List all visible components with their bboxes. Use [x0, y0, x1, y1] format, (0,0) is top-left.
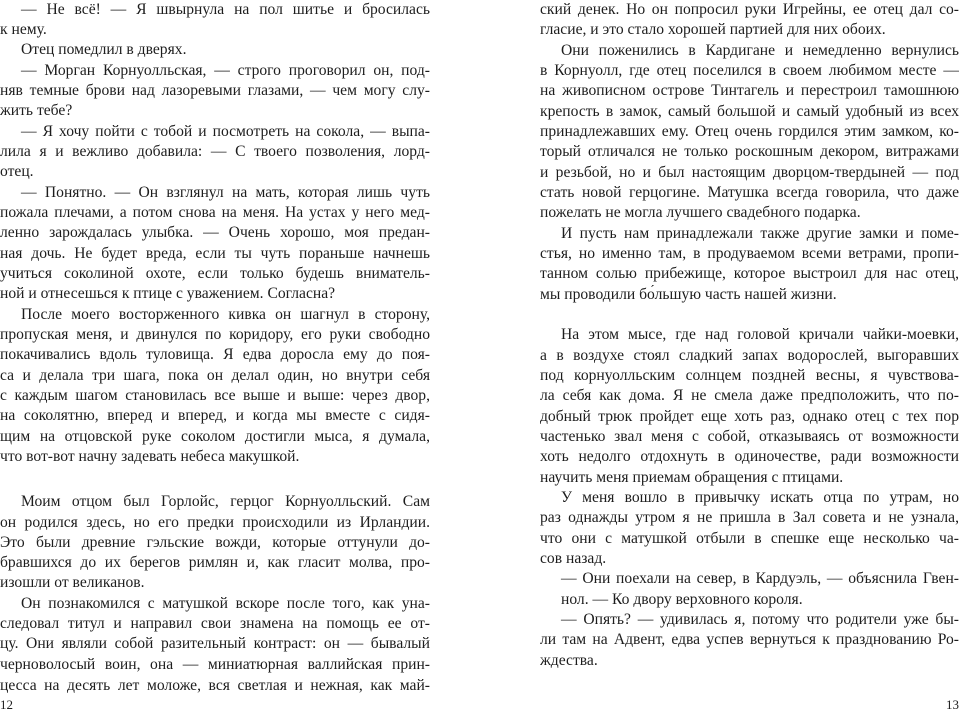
text-line: с каждым шагом становилась все выше и выше: через двор,	[0, 387, 430, 404]
text-line: учиться соколиной охоте, если только будешь вниматель-	[0, 265, 430, 282]
text-line: На этом мысе, где над головой кричали чайки-моевки,	[561, 326, 959, 343]
text-line: он родился здесь, но его предки происходили из Ирландии.	[0, 514, 430, 531]
text-line: И пусть нам принадлежали также другие замки и поме-	[561, 225, 959, 242]
text-line: Моим отцом был Горлойс, герцог Корнуолльский. Сам	[21, 493, 430, 510]
text-line: мы проводили бо́льшую часть нашей жизни.	[540, 286, 837, 303]
text-line: в Корнуолл, где отец поселился в своем любимом месте —	[540, 62, 959, 79]
text-line: — Я хочу пойти с тобой и посмотреть на сокола, — выпа-	[21, 123, 430, 140]
text-line: что вот-вот начну задевать небеса макушкой.	[0, 448, 300, 465]
text-line: — Опять? — удивилась я, потому что родители уже бы-	[561, 611, 959, 628]
text-line: цу. Они являли собой разительный контраст: он — бывалый	[0, 635, 430, 652]
text-line: отец.	[0, 163, 34, 180]
text-line: ли там на Адвент, едва успев вернуться к празднованию Ро-	[540, 631, 959, 648]
text-line: Он познакомился с матушкой вскоре после того, как уна-	[21, 595, 430, 612]
text-line: раз однажды утром я не пришла в Зал совета и не узнала,	[540, 509, 959, 526]
text-line: покачивались вдоль туловища. Я едва доросла ему до поя-	[0, 346, 430, 363]
text-line: ленно зарождалась улыбка. — Очень хорошо, моя предан-	[0, 224, 430, 241]
text-line: крепость в замок, самый большой и самый удобный из всех	[540, 103, 959, 120]
text-line: торый отличался не только роскошным декором, витражами	[540, 143, 959, 160]
text-line: пожала плечами, а потом снова на меня. На устах у него мед-	[0, 204, 430, 221]
text-line: — Понятно. — Он взглянул на мать, которая лишь чуть	[21, 184, 430, 201]
left-page-number: 12	[0, 697, 13, 712]
text-line: хоть недолго отдохнуть в одиночестве, ради возможности	[540, 448, 959, 465]
left-page	[0, 0, 430, 713]
text-line: научить меня приемам обращения с птицами.	[540, 469, 844, 486]
text-line: цесса на десять лет моложе, вся светлая и нежная, как май-	[0, 677, 430, 694]
text-line: пожелать не могла лучшего свадебного подарка.	[540, 204, 861, 221]
text-line: пропуская меня, и двинулся по коридору, его руки свободно	[0, 326, 430, 343]
text-line: са и делала три шага, пока он делал один, но внутри себя	[0, 367, 430, 384]
text-line: ной и отнесешься к птице с уважением. Согласна?	[0, 285, 336, 302]
text-line: — Они поехали на север, в Кардуэль, — объяснила Гвен-	[561, 570, 959, 587]
text-line: Отец помедлил в дверях.	[21, 41, 187, 58]
text-line: следовал титул и направил свои знамена на помощь ее от-	[0, 615, 430, 632]
text-line: а в воздухе стоял сладкий запах водорослей, выгоравших	[540, 347, 959, 364]
text-line: принадлежавших ему. Отец очень гордился этим замком, ко-	[540, 123, 959, 140]
text-line: ла себя как дома. Я не смела даже предположить, что по-	[540, 387, 959, 404]
text-line: — Не всё! — Я швырнула на пол шитье и бросилась	[21, 1, 430, 18]
text-line: После моего восторженного кивка он шагнул в сторону,	[21, 306, 430, 323]
text-line: что они с матушкой отбыли в спешке еще несколько ча-	[540, 530, 959, 547]
right-page-number: 13	[946, 697, 959, 712]
text-line: к нему.	[0, 21, 47, 38]
text-line: добный трюк пройдет еще хоть раз, однако отец с тех пор	[540, 408, 959, 425]
right-page	[540, 0, 959, 713]
text-line: стать новой герцогине. Матушка всегда говорила, что даже	[540, 184, 959, 201]
text-line: У меня вошло в привычку искать отца по утрам, но	[561, 489, 959, 506]
text-line: бравшихся до их берегов римлян и, как гласит молва, про-	[0, 554, 430, 571]
text-line: ский денек. Но он попросил руки Игрейны, ее отец дал со-	[540, 1, 959, 18]
text-line: сов назад.	[540, 550, 607, 567]
text-line: — Морган Корнуолльская, — строго проговорил он, под-	[21, 62, 430, 79]
text-line: няв темные брови над лазоревыми глазами, — чем могу слу-	[0, 82, 430, 99]
text-line: черноволосый воин, она — миниатюрная валлийская прин-	[0, 656, 430, 673]
text-line: Это были древние гэльские вожди, которые оттунули до-	[0, 534, 430, 551]
text-line: частенько звал меня с собой, отказываясь от возможности	[540, 428, 959, 445]
text-line: на соколятню, вперед и вперед, и когда мы вместе с сидя-	[0, 407, 430, 424]
text-line: щим на отцовской руке соколом достигли мыса, я думала,	[0, 428, 430, 445]
text-line: нол. — Ко двору верховного короля.	[561, 591, 803, 608]
text-line: гласие, и это стало хорошей партией для них обоих.	[540, 21, 886, 38]
text-line: на живописном острове Тинтагель и перестроил тамошнюю	[540, 82, 959, 99]
text-line: изошли от великанов.	[0, 574, 145, 591]
text-line: танном солью прибежище, которое выстроил для нас отец,	[540, 265, 959, 282]
text-line: под корнуолльским солнцем поздней весны, я чувствова-	[540, 367, 959, 384]
text-line: ждества.	[540, 652, 598, 669]
text-line: ная дочь. Не будет вреда, если ты чуть пораньше начнешь	[0, 245, 430, 262]
text-line: жить тебе?	[0, 102, 73, 119]
text-line: Они поженились в Кардигане и немедленно вернулись	[561, 42, 959, 59]
text-line: стья, но именно там, в продуваемом всеми ветрами, пропи-	[540, 245, 959, 262]
text-line: лила я и вежливо добавила: — С твоего позволения, лорд-	[0, 143, 430, 160]
text-line: и резьбой, но и был настоящим дворцом-твердыней — под	[540, 164, 959, 181]
